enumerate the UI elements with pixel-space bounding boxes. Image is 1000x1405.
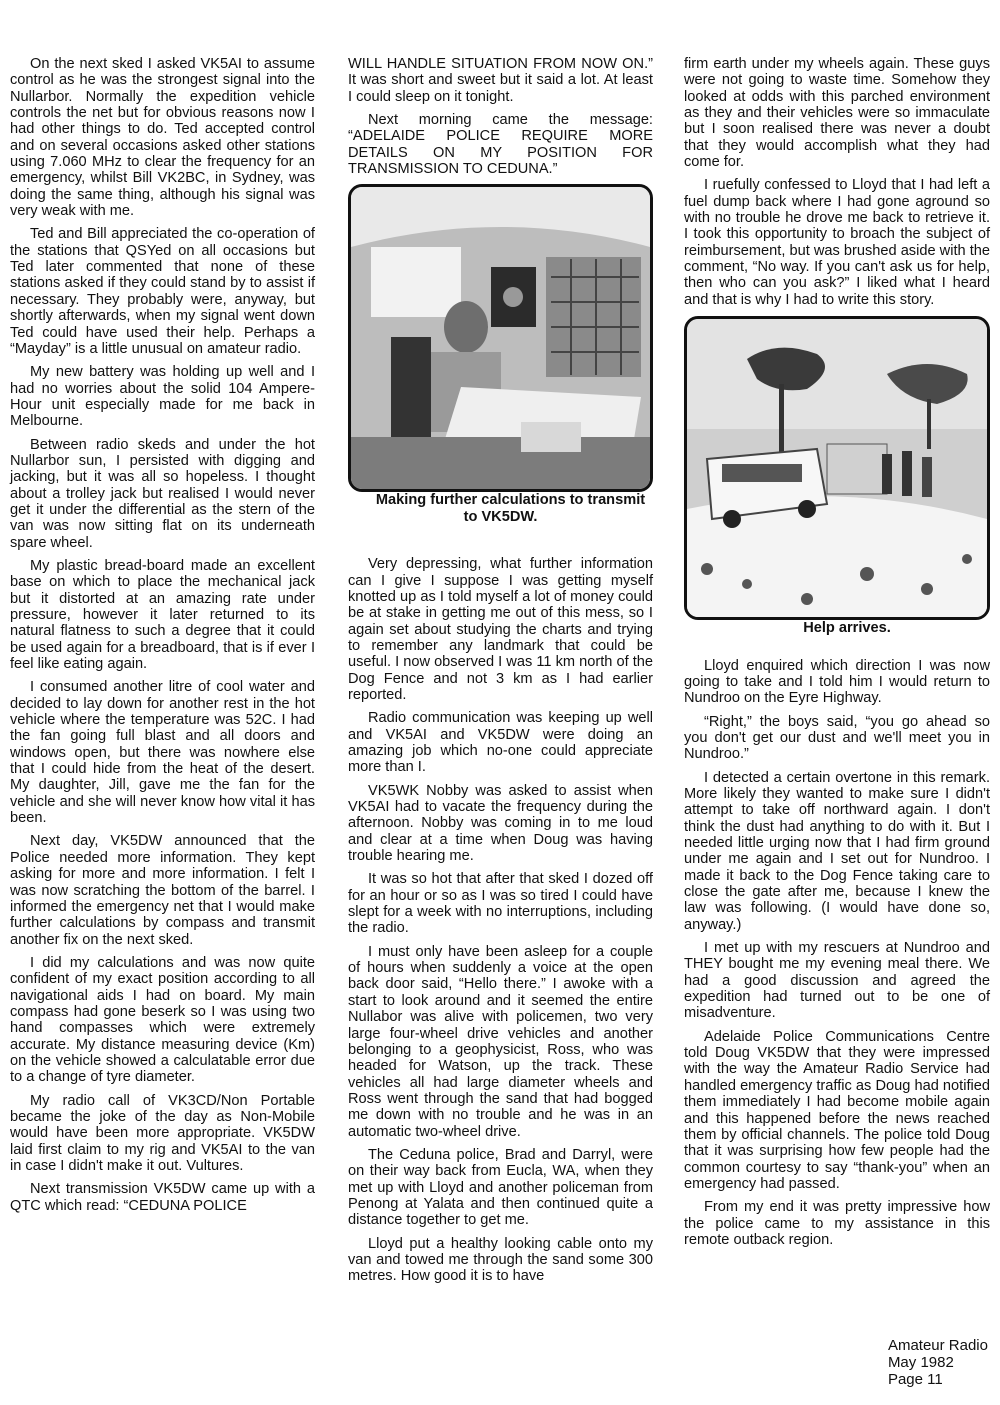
paragraph: VK5WK Nobby was asked to assist when VK5AI had to vacate the frequency during the afternoon. Nobby was coming in to me loud and clear at a time when Doug was having trouble hearing me. xyxy=(348,782,653,865)
paragraph: Next transmission VK5DW came up with a QTC which read: “CEDUNA POLICE xyxy=(10,1181,315,1214)
paragraph: I did my calculations and was now quite confident of my exact position according to all navigational aids I had on board. My main compass had gone beserk so I was using two hand compasses which were extremely accurate. My distance measuring device (Km) on the vehicle showed a calculatable error due to a change of tyre diameter. xyxy=(10,954,315,1086)
paragraph: My plastic bread-board made an excellent base on which to place the mechanical jack but it distorted at an amazing rate under pressure, however it later returned to its natural flatness to such a degree that it could be used again for a breadboard, that is if ever I feel like eating again. xyxy=(10,557,315,673)
photo-caption: Help arrives. xyxy=(803,620,891,637)
paragraph: Very depressing, what further information can I give I suppose I was getting myself knotted up as I told myself a lot of money could be at stake in getting me out of this mess, so I again set about studying the charts and trying to remember any landmark that could be useful. I now observed I was 11 km north of the Dog Fence and not 3 km as I had earlier reported. xyxy=(348,556,653,703)
issue-date: May 1982 xyxy=(887,1354,954,1371)
paragraph: firm earth under my wheels again. These guys were not going to waste time. Somehow they looked at odds with this parched environment as they and their vehicles were so immaculate but I soon realised there was never a doubt that they would accomplish what they had come for. xyxy=(684,56,990,171)
paragraph: From my end it was pretty impressive how the police came to my assistance in this remote outback region. xyxy=(684,1199,990,1248)
photo-van-interior-image xyxy=(351,187,650,489)
paragraph: Ted and Bill appreciated the co-operation of the stations that QSYed on all occasions but Ted later commented that none of these stations asked if they could stand by to assist if necessary. They probably were, anyway, but shortly afterwards, when my signal went down Ted could have used their help. Perhaps a “Mayday” is a little unusual on amateur radio. xyxy=(10,226,315,357)
paragraph: I consumed another litre of cool water and decided to lay down for another rest in the hot vehicle where the temperature was 52C. I had the fan going full blast and all doors and windows open, but there was nowhere else that I could hide from the heat of the desert. My daughter, Jill, gave me the fan for the vehicle and she will never know how vital it has been. xyxy=(10,679,315,827)
column-2 xyxy=(348,56,653,1292)
paragraph: Adelaide Police Communications Centre told Doug VK5DW that they were impressed with the way the Amateur Radio Service had handled emergency traffic as Doug had notified them immediately I had become mobile again and this happened before the news reached them by official channels. The police told Doug that it was surprising how few people had the common courtesy to say “thank-you” when an emergency had passed. xyxy=(684,1028,990,1192)
paragraph: I must only have been asleep for a couple of hours when suddenly a voice at the open back door said, “Hello there.” I awoke with a start to look around and it seemed the entire Nullabor was alive with policemen, two very large four-wheel drive vehicles and another belonging to a geophysicist, Ross, who was headed for Watson, up the track. These vehicles all had large diameter wheels and Ross went through the sand that had bogged me down with no trouble and he was in an automatic two-wheel drive. xyxy=(348,943,653,1140)
paragraph: Radio communication was keeping up well and VK5AI and VK5DW were doing an amazing job which no-one could appreciate more than I. xyxy=(348,710,653,776)
page-footer xyxy=(857,1320,988,1405)
paragraph: It was so hot that after that sked I dozed off for an hour or so as I was so tired I could have slept for a week with no interruptions, including the radio. xyxy=(348,871,653,937)
paragraph: My new battery was holding up well and I had no worries about the solid 104 Ampere-Hour unit especially made for me back in Melbourne. xyxy=(10,364,315,430)
paragraph: On the next sked I asked VK5AI to assume control as he was the strongest signal into the Nullarbor. Normally the expedition vehicle controls the net but for obvious reasons now I had other things to do. Ted accepted control and on several occasions asked other stations using 7.060 MHz to clear the frequency for an emergency, whilst Bill VK2BC, in Sydney, was doing the same thing, although his signal was very weak with me. xyxy=(10,56,315,220)
paragraph: I ruefully confessed to Lloyd that I had left a fuel dump back where I had gone aground so with no trouble he drove me back to retrieve it. I took this opportunity to broach the subject of reimbursement, but was brushed aside with the comment, “No way. If you can't ask us for help, then who can you ask?” I liked what I heard and that is why I had to write this story. xyxy=(684,177,990,308)
paragraph: My radio call of VK3CD/Non Portable became the joke of the day as Non-Mobile would have been more appropriate. VK5DW laid first claim to my rig and VK5AI to the van in case I didn't make it out. Vultures. xyxy=(10,1092,315,1174)
paragraph: WILL HANDLE SITUATION FROM NOW ON.” It was short and sweet but it said a lot. At least I could sleep on it tonight. xyxy=(348,56,653,105)
paragraph: Next morning came the message: “ADELAIDE POLICE REQUIRE MORE DETAILS ON MY POSITION FOR TRANSMISSION TO CEDUNA.” xyxy=(348,112,653,178)
photo-caption: Making further calculations to transmit to VK5DW. xyxy=(375,492,646,525)
paragraph: The Ceduna police, Brad and Darryl, were on their way back from Eucla, WA, when they met up with Lloyd and another policeman from Penong at Yalata and then continued quite a distance together to get me. xyxy=(348,1146,653,1229)
page-number: Page 11 xyxy=(887,1371,943,1388)
paragraph: I met up with my rescuers at Nundroo and THEY bought me my evening meal there. We had a good discussion and agreed the expedition had turned out to be one of misadventure. xyxy=(684,940,990,1022)
photo-van-interior xyxy=(348,184,653,492)
paragraph: Lloyd enquired which direction I was now going to take and I told him I would return to Nundroo on the Eyre Highway. xyxy=(684,657,990,707)
column-1 xyxy=(10,56,315,1221)
paragraph: Between radio skeds and under the hot Nullarbor sun, I persisted with digging and jacking, but it was all so hopeless. I thought about a trolley jack but realised I would never get it under the differential as the stern of the van was now sitting flat on its underneath spare wheel. xyxy=(10,436,315,551)
column-3 xyxy=(684,56,990,1255)
paragraph: I detected a certain overtone in this remark. More likely they wanted to make sure I didn't attempt to take off northward again. I don't think the dust had anything to do with it. But I needed little urging now that I had firm ground under me again and I set out for Nundroo. I made it back to the Dog Fence taking care to close the gate after me, because I knew the law was following. (I would have done so, anyway.) xyxy=(684,769,990,933)
paragraph: Next day, VK5DW announced that the Police needed more information. They kept asking for more and more information. I felt I was now scratching the bottom of the barrel. I informed the emergency net that I would make further calculations by compass and transmit another fix on the next sked. xyxy=(10,833,315,948)
paragraph: “Right,” the boys said, “you go ahead so you don't get our dust and we'll meet you in Nundroo.” xyxy=(684,713,990,763)
photo-help-arrives-image xyxy=(687,319,987,617)
photo-help-arrives xyxy=(684,316,990,620)
paragraph: Lloyd put a healthy looking cable onto my van and towed me through the sand some 300 metres. How good it is to have xyxy=(348,1235,653,1285)
publication-name: Amateur Radio xyxy=(887,1337,988,1354)
